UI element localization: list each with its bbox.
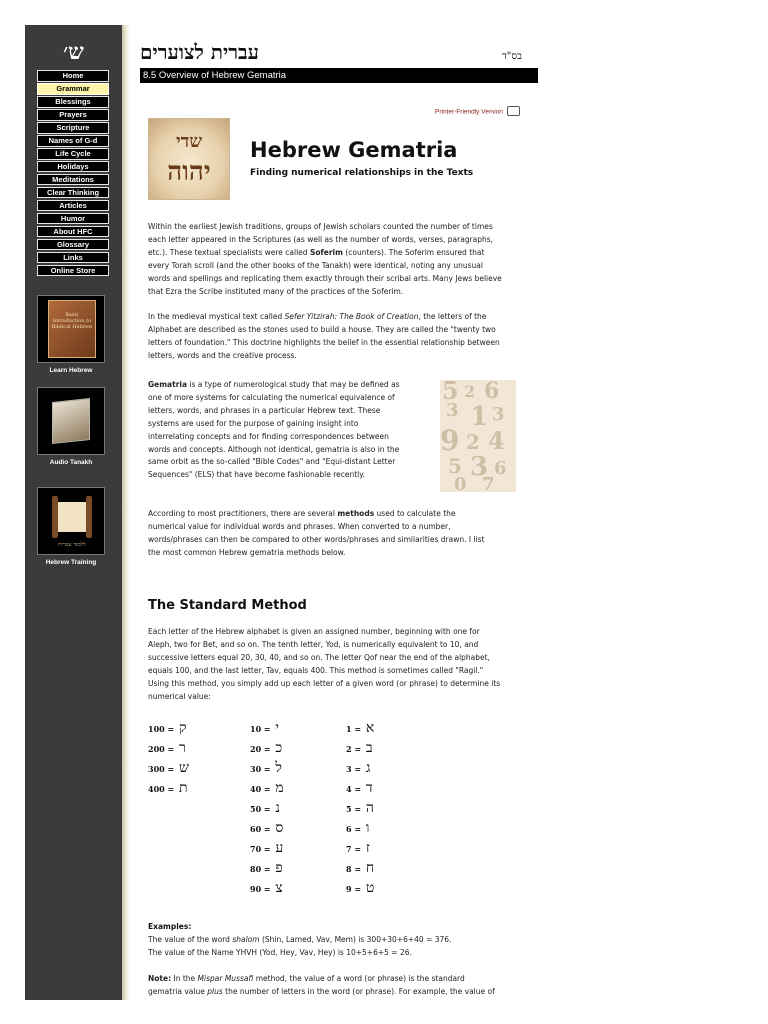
intro-paragraph-4-line: numerical value for individual words and phrases. When converted to a number, (148, 521, 451, 531)
gematria-hero-image (148, 118, 230, 200)
site-logo-icon[interactable]: ש׳ (63, 39, 84, 65)
gematria-column-ones (346, 717, 374, 897)
hebrew-letter: ש (178, 760, 189, 776)
gematria-value: 50 = (250, 804, 274, 814)
promo-hebrew-training[interactable] (37, 487, 105, 566)
gematria-row (346, 757, 374, 777)
nav-item-holidays[interactable]: Holidays (37, 161, 109, 173)
standard-method-body (148, 626, 532, 703)
hebrew-letter: ח (365, 860, 375, 876)
intro-paragraph-1-line: words and spellings and replicating them exactly through their scribal arts. Many Jews believe (148, 273, 502, 283)
intro-paragraph-1-line: etc.). These textual specialists were called Soferim (counters). The Soferim ensured that (148, 247, 485, 257)
nav-item-articles[interactable]: Articles (37, 200, 109, 212)
gematria-value: 20 = (250, 744, 274, 754)
hero-image-text-name: יהוה (167, 157, 211, 187)
nav-item-grammar[interactable]: Grammar (37, 83, 109, 95)
gematria-row (148, 777, 189, 797)
standard-method-heading: The Standard Method (148, 598, 307, 613)
site-title[interactable]: עברית לצוערים (140, 40, 260, 64)
gematria-row (346, 857, 374, 877)
hebrew-letter: ר (178, 740, 186, 756)
sidebar (25, 25, 122, 1000)
section-title-bar: 8.5 Overview of Hebrew Gematria (140, 68, 538, 83)
intro-paragraph-4 (148, 508, 532, 560)
intro-paragraph-2 (148, 311, 532, 363)
nav-item-links[interactable]: Links (37, 252, 109, 264)
gematria-row (148, 757, 189, 777)
nav-item-names-of-g-d[interactable]: Names of G-d (37, 135, 109, 147)
hebrew-letter: ז (365, 840, 370, 856)
gematria-row (250, 797, 284, 817)
intro-paragraph-3-line: interrelating concepts and for finding correspondences between (148, 431, 389, 441)
gematria-column-tens (250, 717, 284, 897)
intro-paragraph-2-line: Alphabet are described as the stones used to build a house. They are called the "twenty two (148, 324, 496, 334)
examples-body (148, 934, 532, 960)
gematria-row (250, 737, 284, 757)
intro-paragraph-4-line: the most common Hebrew gematria methods below. (148, 547, 346, 557)
hebrew-letter: ה (365, 800, 374, 816)
promo-learn-hebrew[interactable] (37, 295, 105, 374)
bsd-mark: בס"ד (502, 51, 522, 62)
intro-paragraph-3-line: Gematria is a type of numerological study that may be defined as (148, 380, 400, 389)
audio-tanakh-box-image[interactable] (37, 387, 105, 455)
hebrew-letter: ט (365, 880, 375, 896)
intro-paragraph-2-line: In the medieval mystical text called Sefer Yitzirah: The Book of Creation, the letters of the (148, 312, 487, 321)
page-title: Hebrew Gematria (250, 138, 458, 162)
nav-item-meditations[interactable]: Meditations (37, 174, 109, 186)
nav-item-online-store[interactable]: Online Store (37, 265, 109, 277)
gematria-row (250, 757, 284, 777)
intro-paragraph-1-line: each letter appeared in the Scriptures (as well as the number of words, verses, paragraphs, (148, 234, 494, 244)
nav-item-scripture[interactable]: Scripture (37, 122, 109, 134)
nav-item-humor[interactable]: Humor (37, 213, 109, 225)
gematria-value: 7 = (346, 844, 364, 854)
note-line: Note: In the Mispar Mussafi method, the value of a word (or phrase) is the standard (148, 974, 465, 983)
hero-image-text-top: שדי (175, 131, 203, 152)
promo-audio-tanakh[interactable] (37, 387, 105, 466)
gematria-value: 80 = (250, 864, 274, 874)
gematria-value: 30 = (250, 764, 274, 774)
hebrew-letter: ו (365, 820, 370, 836)
gematria-value: 6 = (346, 824, 364, 834)
nav-item-life-cycle[interactable]: Life Cycle (37, 148, 109, 160)
gematria-value: 90 = (250, 884, 274, 894)
gematria-value: 1 = (346, 724, 364, 734)
intro-paragraph-1-line: every Torah scroll (and the other books of the Tanakh) were identical, noting any unusual (148, 260, 483, 270)
nav-item-about-hfc[interactable]: About HFC (37, 226, 109, 238)
hebrew-letter: פ (275, 860, 283, 876)
gematria-row (346, 777, 374, 797)
standard-method-body-line: Using this method, you simply add up each letter of a given word (or phrase) to determine its (148, 678, 501, 688)
nav-item-home[interactable]: Home (37, 70, 109, 82)
example-line: The value of the Name YHVH (Yod, Hey, Vav, Hey) is 10+5+6+5 = 26. (148, 947, 412, 957)
gematria-value: 8 = (346, 864, 364, 874)
intro-paragraph-3-line: one of more systems for calculating the numerical equivalence of (148, 392, 395, 402)
gematria-row (250, 877, 284, 897)
gematria-value: 2 = (346, 744, 364, 754)
printer-friendly-link[interactable] (435, 107, 520, 117)
standard-method-body-line: numerical value: (148, 691, 211, 701)
standard-method-body-line: Aleph, two for Bet, and so on. The tenth letter, Yod, is numerically equivalent to 10, and (148, 639, 479, 649)
hebrew-letter: כ (275, 740, 283, 756)
gematria-row (346, 837, 374, 857)
standard-method-body-line: equals 100, and the last letter, Tav, equals 400. This method is sometimes called "Ragil." (148, 665, 484, 675)
gematria-value: 400 = (148, 784, 177, 794)
gematria-value: 3 = (346, 764, 364, 774)
gematria-row (148, 717, 189, 737)
intro-paragraph-1-line: Within the earliest Jewish traditions, groups of Jewish scholars counted the number of times (148, 222, 493, 231)
promo-label-learn-hebrew[interactable]: Learn Hebrew (49, 367, 93, 374)
hebrew-letter: נ (275, 800, 280, 816)
printer-icon[interactable] (507, 106, 520, 116)
intro-paragraph-1 (148, 221, 532, 298)
scroll-caption: ללמוד עברית (58, 542, 86, 548)
hebrew-letter: א (365, 720, 375, 736)
promo-label-hebrew-training[interactable]: Hebrew Training (45, 559, 97, 566)
gematria-value: 100 = (148, 724, 177, 734)
nav-item-clear-thinking[interactable]: Clear Thinking (37, 187, 109, 199)
gematria-row (148, 737, 189, 757)
hebrew-letter: מ (275, 780, 284, 796)
gematria-value: 5 = (346, 804, 364, 814)
gematria-row (250, 817, 284, 837)
hebrew-letter: י (275, 720, 280, 736)
gematria-value: 9 = (346, 884, 364, 894)
gematria-value: 40 = (250, 784, 274, 794)
torah-scroll-image[interactable] (37, 487, 105, 555)
intro-paragraph-3-line: letters, words, and phrases in a particular Hebrew text. These (148, 405, 381, 415)
note-line: gematria value plus the number of letters in the word (or phrase). For example, the value of (148, 986, 495, 996)
examples-heading: Examples: (148, 922, 192, 931)
hebrew-letter: ב (365, 740, 373, 756)
gematria-row (250, 717, 284, 737)
gematria-row (250, 837, 284, 857)
standard-method-body-line: Each letter of the Hebrew alphabet is given an assigned number, beginning with one for (148, 627, 480, 636)
hebrew-letter: ת (178, 780, 188, 796)
intro-paragraph-3-line: systems are used for the purpose of gaining insight into (148, 418, 359, 428)
intro-paragraph-3-line: words and concepts. Although not identical, gematria is also in the (148, 444, 400, 454)
example-line: The value of the word shalom (Shin, Lamed, Vav, Mem) is 300+30+6+40 = 376. (148, 935, 452, 944)
intro-paragraph-3 (148, 379, 430, 482)
gematria-row (346, 717, 374, 737)
gematria-value: 60 = (250, 824, 274, 834)
gematria-row (250, 857, 284, 877)
printer-friendly-label[interactable]: Printer-Friendly Version (435, 108, 503, 116)
nav-item-prayers[interactable]: Prayers (37, 109, 109, 121)
intro-paragraph-1-line: that Ezra the Scribe instituted many of the practices of the Soferim. (148, 286, 404, 296)
intro-paragraph-3-line: same orbit as the so-called "Bible Codes" and "Equi-distant Letter (148, 457, 396, 467)
intro-paragraph-3-line: Sequences" (ELS) that have become fashionable recently. (148, 470, 366, 480)
gematria-value: 4 = (346, 784, 364, 794)
gematria-row (346, 817, 374, 837)
note-paragraph (148, 973, 532, 999)
nav-item-glossary[interactable]: Glossary (37, 239, 109, 251)
hebrew-letter: ל (275, 760, 282, 776)
learn-hebrew-book-image[interactable] (37, 295, 105, 363)
intro-paragraph-2-line: letters of foundation." This doctrine highlights the belief in the essential relationship between (148, 337, 500, 347)
sidebar-shadow-edge (122, 25, 130, 1000)
gematria-value: 300 = (148, 764, 177, 774)
gematria-row (250, 777, 284, 797)
hebrew-letter: ד (365, 780, 373, 796)
hebrew-letter: ג (365, 760, 371, 776)
intro-paragraph-4-line: words/phrases can then be compared to other words/phrases and similarities drawn. I list (148, 534, 485, 544)
book-cover-title: Basic Introduction to Biblical Hebrew (51, 312, 93, 330)
numbers-image: 5 2 6 3 1 3 9 2 4 5 3 6 0 7 (440, 380, 516, 492)
nav-menu (37, 70, 109, 278)
intro-paragraph-4-line: According to most practitioners, there are several methods used to calculate the (148, 509, 456, 518)
gematria-value: 10 = (250, 724, 274, 734)
hebrew-letter: ע (275, 840, 284, 856)
gematria-column-hundreds (148, 717, 189, 797)
promo-label-audio-tanakh[interactable]: Audio Tanakh (49, 459, 93, 466)
nav-item-blessings[interactable]: Blessings (37, 96, 109, 108)
hebrew-letter: ס (275, 820, 284, 836)
gematria-value: 200 = (148, 744, 177, 754)
hebrew-letter: צ (275, 880, 283, 896)
gematria-value: 70 = (250, 844, 274, 854)
gematria-row (346, 877, 374, 897)
intro-paragraph-2-line: letters, words and the creative process. (148, 350, 297, 360)
standard-method-body-line: successive letters equal 20, 30, 40, and so on. The letter Qof near the end of the alphabet, (148, 652, 490, 662)
page-subtitle: Finding numerical relationships in the Texts (250, 168, 474, 178)
gematria-row (346, 797, 374, 817)
gematria-row (346, 737, 374, 757)
hebrew-letter: ק (178, 720, 187, 736)
